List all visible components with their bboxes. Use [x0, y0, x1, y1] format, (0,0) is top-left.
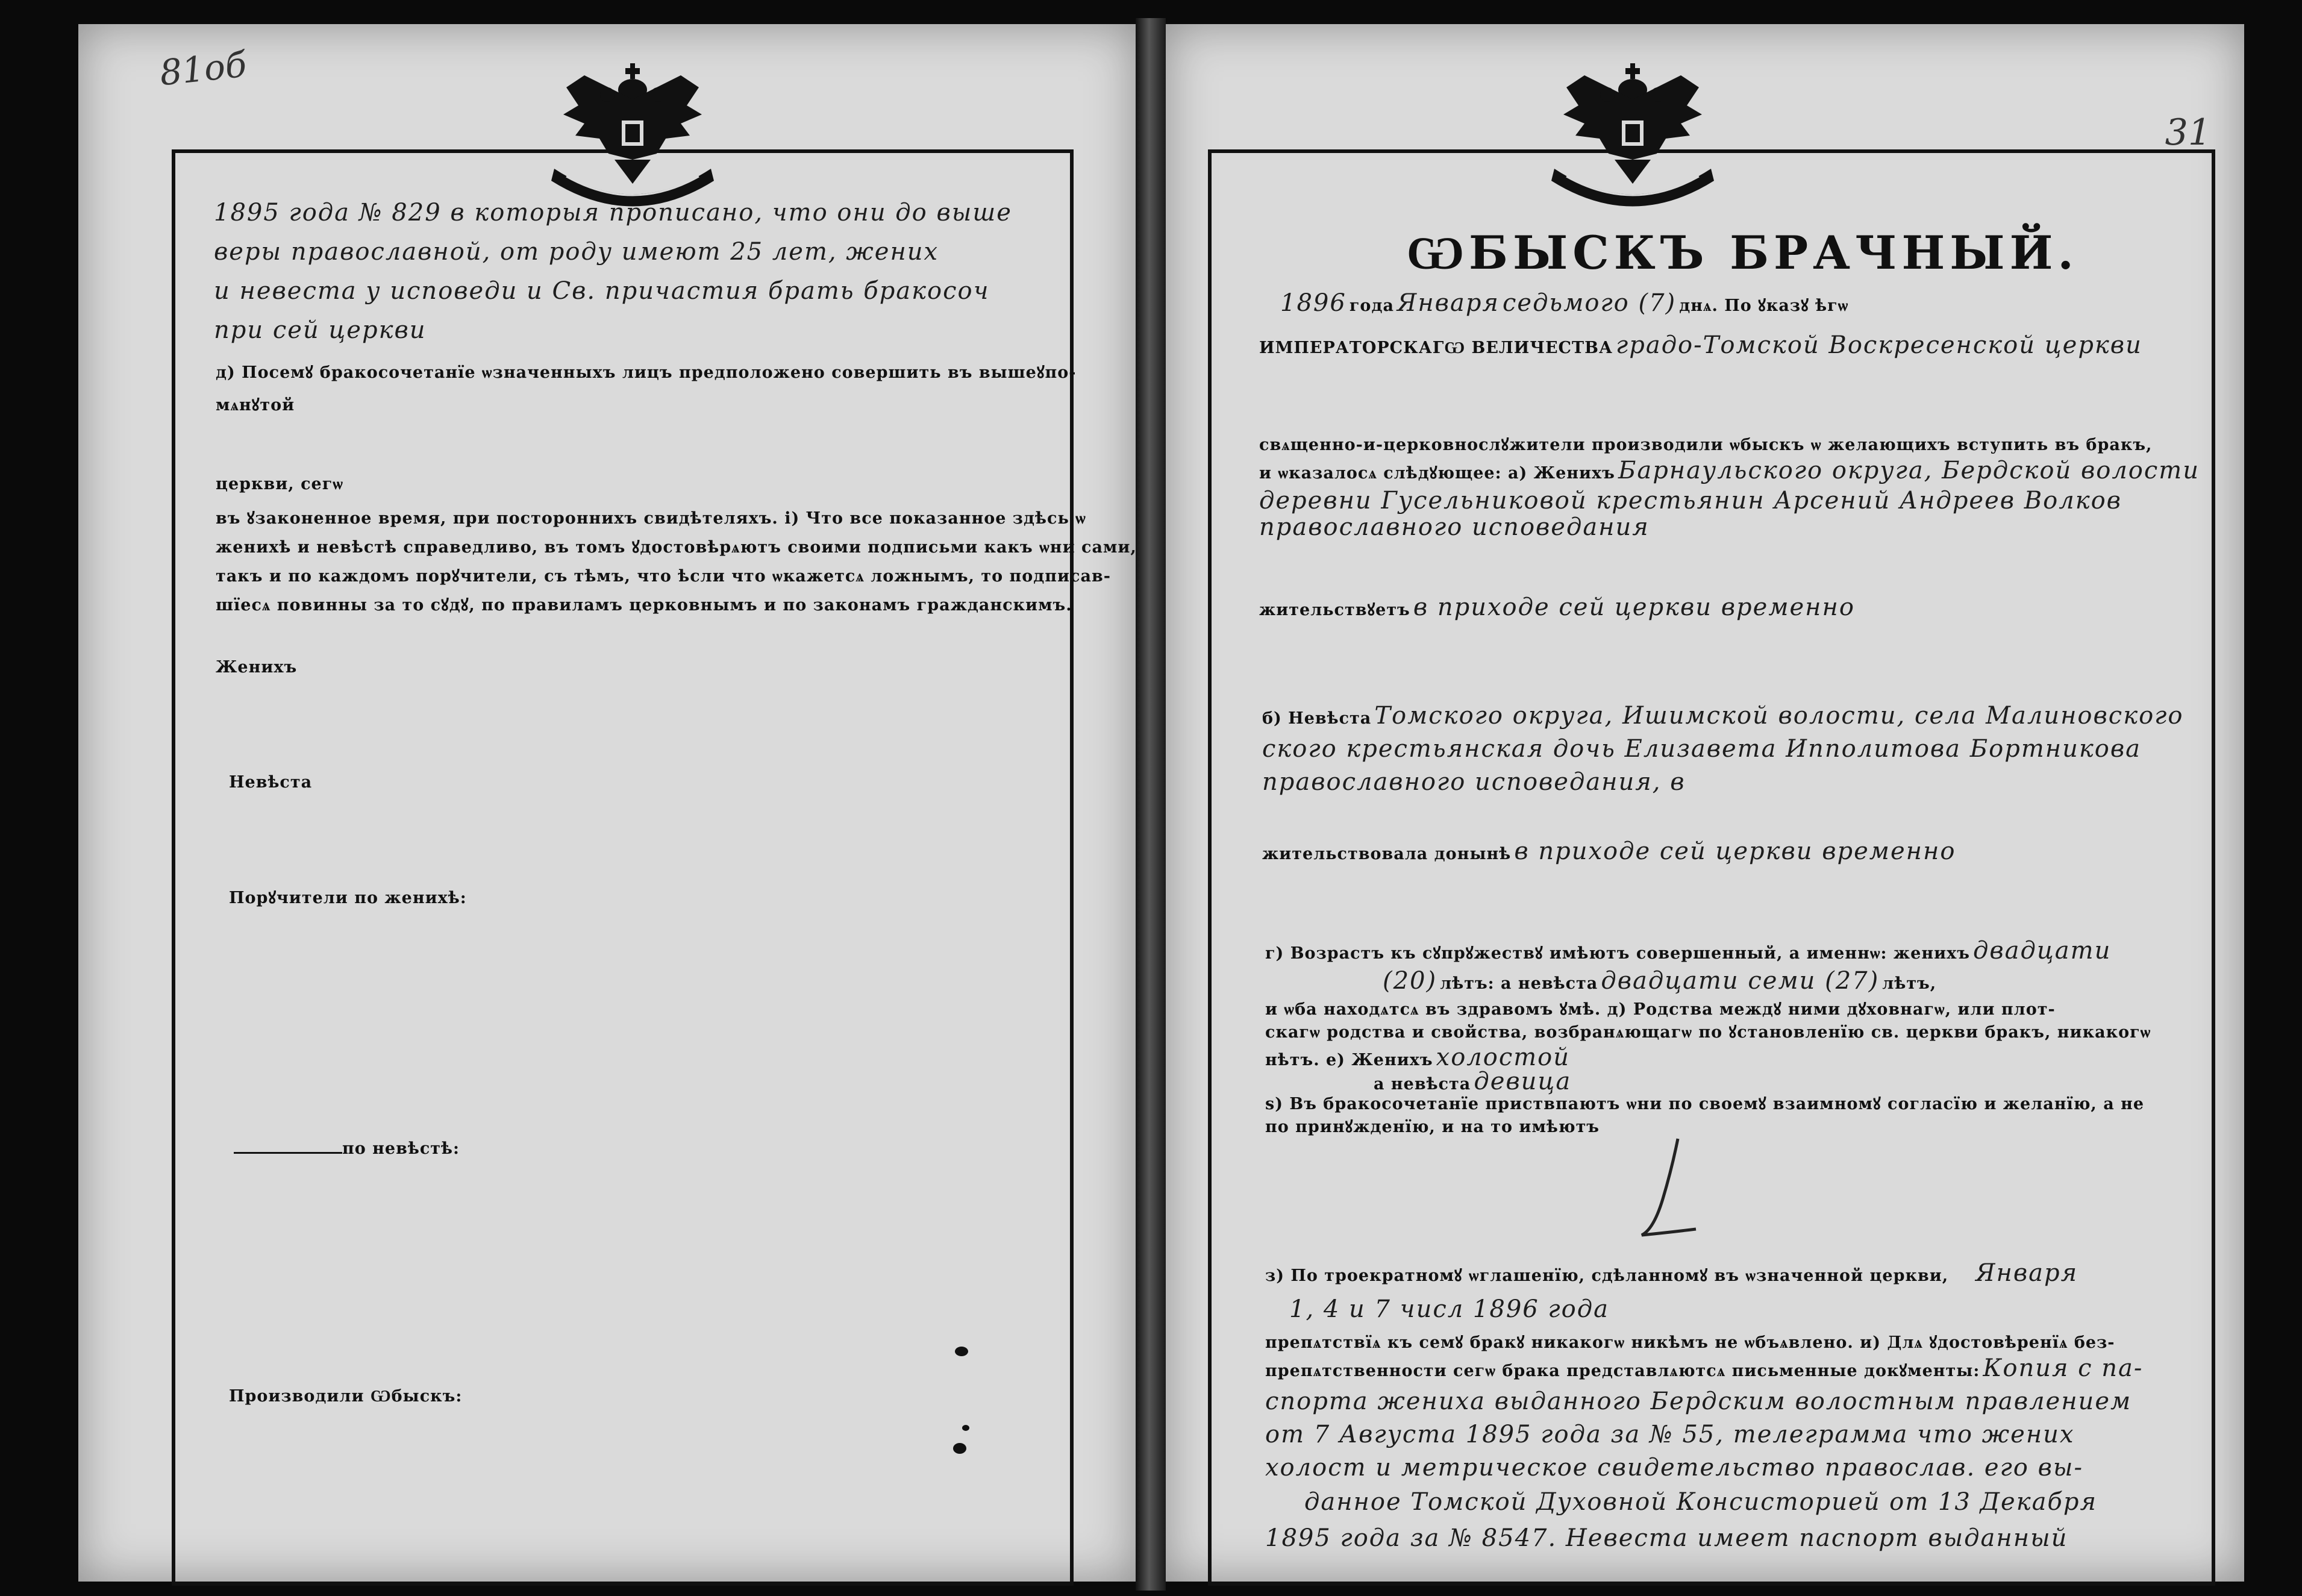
- handwritten-line: деревни Гусельниковой крестьянин Арсений Андреев Волков: [1259, 487, 2122, 515]
- handwritten-line: православного исповедания, в: [1262, 768, 1686, 796]
- label-groom: Женихъ: [216, 658, 298, 677]
- bride-residence-line: жительствовала донынѣ в приходе сей церкви временно: [1262, 837, 1956, 865]
- handwritten-line: и невеста у исповеди и Св. причастия брать бракосоч: [214, 277, 990, 305]
- printed-line: д) Посемꙋ бракосочетанїе ѡзначенныхъ лицъ предположено совершить въ вышеꙋпо-: [216, 363, 1077, 382]
- handwritten-line: православного исповедания: [1259, 513, 1650, 541]
- handwritten-line: при сей церкви: [214, 316, 427, 344]
- printed-line: свѧщенно-и-церковнослꙋжители производили ѡбыскъ ѡ желающихъ вступить въ бракъ,: [1259, 436, 2153, 454]
- printed-line: мѧнꙋтой: [216, 396, 295, 415]
- handwritten-line: 1895 года за № 8547. Невеста имеет паспорт выданный: [1265, 1524, 2068, 1552]
- banns-line: з) По троекратномꙋ ѡглашенїю, сдѣланномꙋ въ ѡзначенной церкви, Января: [1265, 1259, 2078, 1287]
- archive-folio-number: 81об: [157, 43, 249, 94]
- page-number: 31: [2165, 111, 2211, 154]
- ink-blot: [953, 1443, 966, 1454]
- handwritten-line: веры православной, от роду имеют 25 лет, жених: [214, 238, 939, 266]
- label-guarantors-bride: по невѣстѣ:: [342, 1139, 460, 1158]
- printed-line: шїесѧ повинны за то сꙋдꙋ, по правиламъ церковнымъ и по законамъ гражданскимъ.: [216, 596, 1072, 615]
- printed-line: церкви, сегѡ: [216, 475, 343, 493]
- age-line: г) Возрастъ къ сꙋпрꙋжествꙋ имѣютъ совершенный, а именнѡ: женихъ двадцати: [1265, 937, 2112, 965]
- marital-status-bride-line: а невѣста девица: [1374, 1068, 1572, 1095]
- right-page: [1166, 24, 2244, 1582]
- handwritten-line: данное Томской Духовной Консисторией от 13 Декабря: [1304, 1488, 2097, 1516]
- label-guarantors-groom: Порꙋчители по женихѣ:: [229, 889, 467, 907]
- printed-line: ѕ) Въ бракосочетанїе приствпаютъ ѡни по своемꙋ взаимномꙋ согласїю и желанїю, а не: [1265, 1095, 2145, 1113]
- documents-line: препѧтственности сегѡ брака представлѧютсѧ письменные докꙋменты: Копия с па-: [1265, 1354, 2144, 1382]
- bride-line: б) Невѣста Томского округа, Ишимской волости, села Малиновского: [1262, 702, 2184, 730]
- handwritten-line: 1, 4 и 7 числ 1896 года: [1289, 1295, 1609, 1323]
- pen-flourish-mark: [1606, 1133, 1714, 1247]
- signature-blank-line: [234, 1134, 342, 1154]
- printed-line: препѧтствїѧ къ семꙋ бракꙋ никакогѡ никѣмъ не ѡбъѧвлено. и) Длѧ ꙋдостовѣренїѧ без-: [1265, 1333, 2115, 1352]
- printed-line: такъ и по каждомъ порꙋчители, съ тѣмъ, что ѣсли что ѡкажетсѧ ложнымъ, то подписав-: [216, 567, 1111, 586]
- handwritten-line: от 7 Августа 1895 года за № 55, телеграмма что жених: [1265, 1421, 2075, 1448]
- handwritten-line: спорта жениха выданного Бердским волостным правлением: [1265, 1388, 2132, 1415]
- left-page: [78, 24, 1136, 1582]
- printed-line: въ ꙋзаконенное время, при постороннихъ свидѣтеляхъ. і) Что все показанное здѣсь ѡ: [216, 509, 1086, 528]
- age-line-2: (20) лѣтъ: а невѣста двадцати семи (27) лѣтъ,: [1383, 967, 1937, 995]
- marital-status-groom-line: нѣтъ. е) Женихъ холостой: [1265, 1044, 1571, 1071]
- date-line: 1896 года Января седьмого (7) днѧ. По ꙋказꙋ ѣгѡ: [1280, 289, 1849, 317]
- printed-line: скагѡ родства и свойства, возбранѧющагѡ по ꙋстановленїю св. церкви бракъ, никакогѡ: [1265, 1023, 2151, 1042]
- handwritten-line: ского крестьянская дочь Елизавета Ипполитова Бортникова: [1262, 735, 2141, 763]
- ink-blot: [962, 1425, 969, 1431]
- printed-line: женихѣ и невѣстѣ справедливо, въ томъ ꙋдостовѣрѧютъ своими подписьми какъ ѡни сами,: [216, 538, 1137, 557]
- label-bride: Невѣста: [229, 773, 313, 792]
- document-title: ѠБЫСКЪ БРАЧНЫЙ.: [1407, 226, 2078, 280]
- authority-line: ИМПЕРАТОРСКАГѠ ВЕЛИЧЕСТВА градо-Томской Воскресенской церкви: [1259, 331, 2142, 359]
- label-guarantors-bride-row: [234, 1134, 460, 1158]
- handwritten-line: холост и метрическое свидетельство православ. его вы-: [1265, 1454, 2083, 1482]
- handwritten-line: 1895 года № 829 в которыя прописано, что они до выше: [214, 199, 1012, 227]
- ink-blot: [955, 1347, 968, 1356]
- book-spine: [1136, 18, 1166, 1591]
- groom-residence-line: жительствꙋетъ в приходе сей церкви временно: [1259, 593, 1855, 621]
- printed-line: по принꙋжденїю, и на то имѣютъ: [1265, 1118, 1600, 1136]
- printed-line: и ѡба находѧтсѧ въ здравомъ ꙋмѣ. д) Родства междꙋ ними дꙋховнагѡ, или плот-: [1265, 1000, 2056, 1019]
- label-performed: Производили Ѡбыскъ:: [229, 1387, 463, 1406]
- groom-line: и ѡказалосѧ слѣдꙋющее: а) Женихъ Барнаульского округа, Бердской волости: [1259, 457, 2200, 484]
